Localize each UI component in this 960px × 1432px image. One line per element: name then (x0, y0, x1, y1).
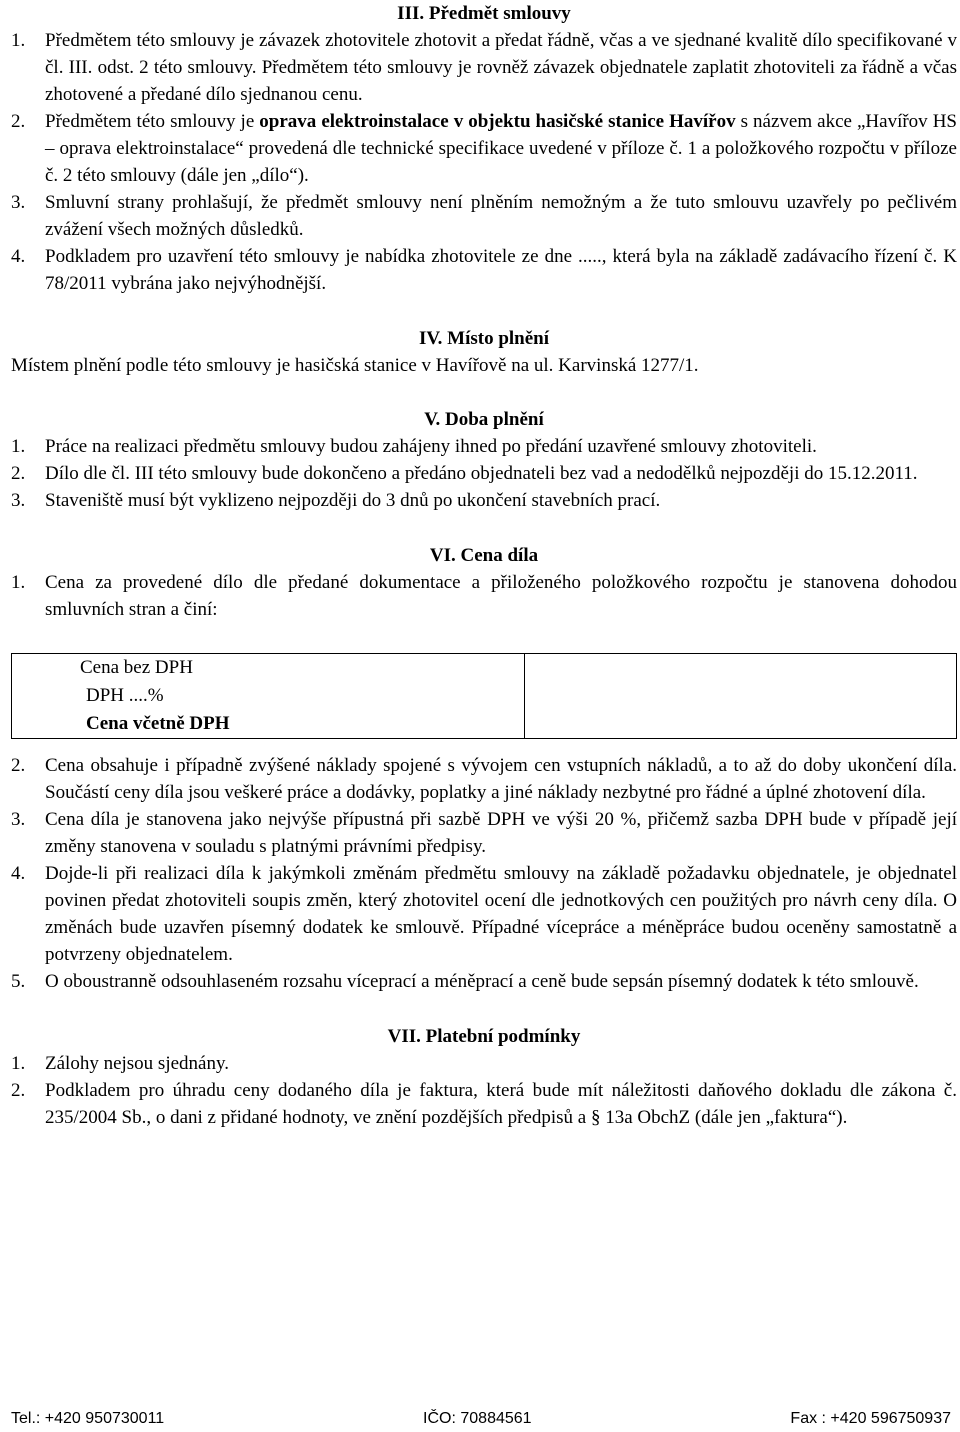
item-text (45, 108, 957, 189)
price-value-cell (525, 654, 957, 739)
footer-ico: IČO: 70884561 (423, 1410, 532, 1427)
list-item (11, 1077, 957, 1131)
item-number: 5. (11, 971, 26, 992)
item-text: Zálohy nejsou sjednány. (45, 1053, 229, 1074)
item-number: 1. (11, 436, 26, 457)
contract-page (11, 0, 957, 1131)
list-item (11, 243, 957, 297)
item-text: Předmětem této smlouvy je závazek zhotovitele zhotovit a předat řádně, včas a ve sjednané kvalitě dílo specifikované v čl. III. odst. 2 této smlouvy. Předmětem této smlouvy je rovněž závazek objednatele zaplatit zhotoviteli za řádně a včas zhotovené a předané dílo sjednanou cenu. (45, 30, 957, 105)
list-item (11, 460, 957, 487)
item-text: Dojde-li při realizaci díla k jakýmkoli změnám předmětu smlouvy na základě požadavku objednatele, je objednatel povinen předat zhotoviteli soupis změn, který zhotovitel ocení dle jednotkových cen použitých pro návrh ceny díla. O změnách bude uzavřen písemný dodatek ke smlouvě. Případné vícepráce a méněpráce budou oceněny samostatně a potvrzeny objednatelem. (45, 863, 957, 965)
item-number: 1. (11, 1053, 26, 1074)
list-item (11, 108, 957, 189)
item-text: Cena za provedené dílo dle předané dokumentace a přiloženého položkového rozpočtu je stanovena dohodou smluvních stran a činí: (45, 572, 957, 620)
section-heading-misto: IV. Místo plnění (418, 328, 550, 349)
item-number: 4. (11, 246, 26, 267)
item-number: 3. (11, 192, 26, 213)
item-text-part: s názvem akce „Havířov HS – oprava elektroinstalace“ provedená dle technické specifikace uvedené v příloze č. 1 a položkového rozpočtu v příloze č. 2 této smlouvy (dále jen „dílo“). (45, 111, 957, 186)
item-number: 2. (11, 111, 26, 132)
list-item (11, 189, 957, 243)
price-row-label: DPH ....% (86, 685, 164, 706)
footer-fax: Fax : +420 596750937 (790, 1410, 951, 1427)
list-item (11, 968, 957, 995)
price-row-label: Cena včetně DPH (86, 713, 230, 734)
price-table (11, 653, 957, 739)
section-heading-platebni: VII. Platební podmínky (387, 1026, 581, 1047)
price-labels-cell (12, 654, 525, 739)
list-item (11, 487, 957, 514)
item-text-bold: oprava elektroinstalace v objektu hasičské stanice Havířov (259, 111, 736, 132)
item-number: 2. (11, 463, 26, 484)
item-number: 1. (11, 572, 26, 593)
item-text: Práce na realizaci předmětu smlouvy budou zahájeny ihned po předání uzavřené smlouvy zhotoviteli. (45, 436, 817, 457)
item-text: Podkladem pro úhradu ceny dodaného díla je faktura, která bude mít náležitosti daňového dokladu dle zákona č. 235/2004 Sb., o dani z přidané hodnoty, ve znění pozdějších předpisů a § 13a ObchZ (dále jen „faktura“). (45, 1080, 957, 1128)
list-item (11, 860, 957, 968)
item-text: Dílo dle čl. III této smlouvy bude dokončeno a předáno objednateli bez vad a nedodělků nejpozději do 15.12.2011. (45, 463, 918, 484)
item-number: 3. (11, 490, 26, 511)
item-text: Staveniště musí být vyklizeno nejpozději do 3 dnů po ukončení stavebních prací. (45, 490, 661, 511)
list-item (11, 27, 957, 108)
paragraph: Místem plnění podle této smlouvy je hasičská stanice v Havířově na ul. Karvinská 1277/1. (11, 355, 699, 376)
footer-phone: Tel.: +420 950730011 (11, 1410, 165, 1427)
item-text: Cena díla je stanovena jako nejvýše přípustná při sazbě DPH ve výši 20 %, přičemž sazba DPH bude v případě její změny stanovena v souladu s platnými právními předpisy. (45, 809, 957, 857)
item-number: 4. (11, 863, 26, 884)
list-item (11, 433, 957, 460)
price-row-label: Cena bez DPH (80, 657, 193, 678)
list-item (11, 569, 957, 623)
item-number: 1. (11, 30, 26, 51)
item-text-part: Předmětem této smlouvy je (45, 111, 260, 132)
item-text: Cena obsahuje i případně zvýšené náklady spojené s vývojem cen vstupních nákladů, a to až do doby ukončení díla. Součástí ceny díla jsou veškeré práce a dodávky, poplatky a jiné náklady nezbytné pro řádné a úplné zhotovení díla. (45, 755, 957, 803)
section-heading-doba: V. Doba plnění (424, 409, 544, 430)
list-item (11, 806, 957, 860)
item-number: 2. (11, 755, 26, 776)
section-heading-predmet: III. Předmět smlouvy (397, 3, 571, 24)
item-number: 2. (11, 1080, 26, 1101)
section-heading-cena: VI. Cena díla (429, 545, 539, 566)
item-number: 3. (11, 809, 26, 830)
item-text: Podkladem pro uzavření této smlouvy je nabídka zhotovitele ze dne ....., která byla na základě zadávacího řízení č. K 78/2011 vybrána jako nejvýhodnější. (45, 246, 957, 294)
list-item (11, 752, 957, 806)
page-footer (11, 1405, 951, 1432)
list-item (11, 1050, 957, 1077)
item-text: Smluvní strany prohlašují, že předmět smlouvy není plněním nemožným a že tuto smlouvu uzavřely po pečlivém zvážení všech možných důsledků. (45, 192, 957, 240)
item-text: O oboustranně odsouhlaseném rozsahu víceprací a méněprací a ceně bude sepsán písemný dodatek k této smlouvě. (45, 971, 919, 992)
